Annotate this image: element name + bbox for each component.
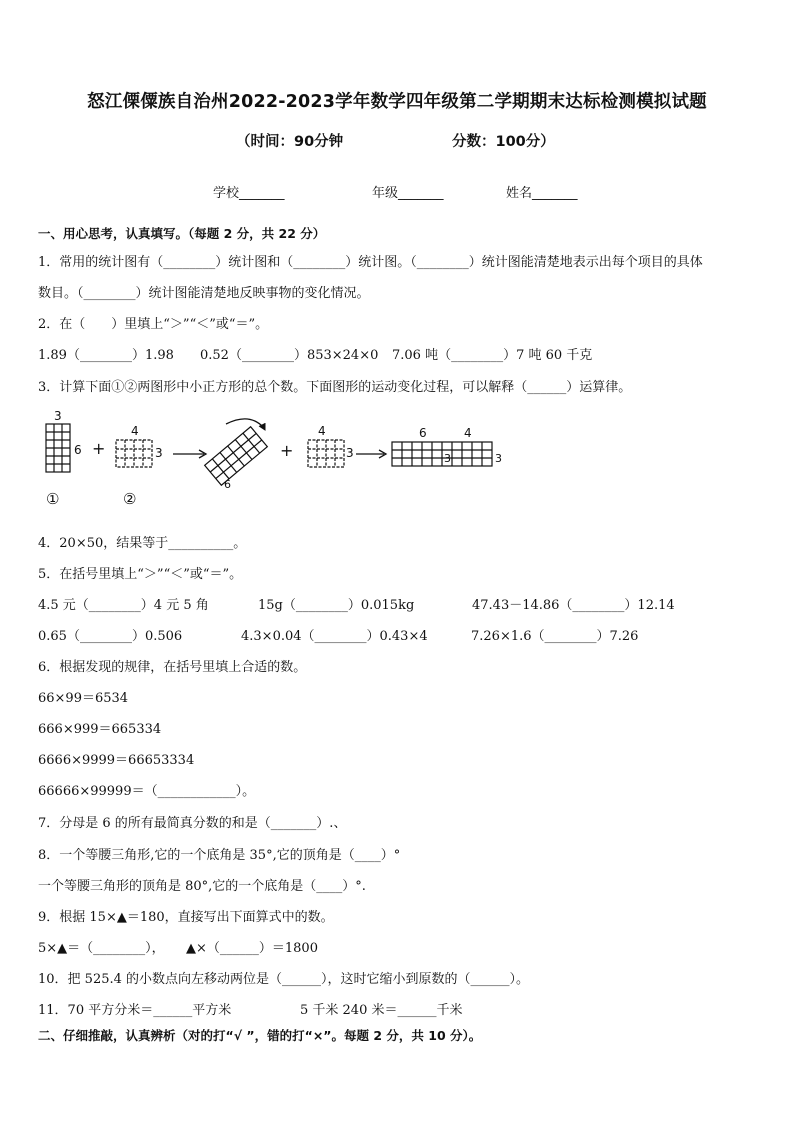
rotated-grid-label: 6 xyxy=(224,478,231,491)
question-5-item-e: 4.3×0.04（________）0.43×4 xyxy=(241,629,428,644)
question-5-item-d: 0.65（________）0.506 xyxy=(38,629,183,644)
combined-grid-label-3a: 3 xyxy=(444,452,451,465)
combined-grid xyxy=(392,442,492,466)
question-11-item-b: 5 千米 240 米＝______千米 xyxy=(300,1003,463,1018)
figure-1-height-label: 6 xyxy=(74,443,82,457)
question-7: 7．分母是 6 的所有最简真分数的和是（_______）.、 xyxy=(38,816,347,831)
question-5: 5．在括号里填上“＞”“＜”或“＝”。 xyxy=(38,567,243,582)
name-field: 姓名_______ xyxy=(506,186,578,201)
question-5-item-b: 15g（________）0.015kg xyxy=(258,598,415,613)
figure-2-height-label: 3 xyxy=(155,446,163,460)
rotated-grid xyxy=(205,427,268,485)
question-6-pattern-3: 6666×9999＝66653334 xyxy=(38,753,195,768)
question-5-item-f: 7.26×1.6（________）7.26 xyxy=(471,629,639,644)
score-label: 分数：100分） xyxy=(452,134,555,150)
question-9-item-b: ▲×（______）＝1800 xyxy=(186,941,318,956)
school-field: 学校_______ xyxy=(213,186,285,201)
question-5-item-c: 47.43－14.86（________）12.14 xyxy=(472,598,675,613)
question-8-line-2: 一个等腰三角形的顶角是 80°,它的一个底角是（____）°. xyxy=(38,879,366,894)
figure-2-copy-height-label: 3 xyxy=(346,446,354,460)
combined-grid-label-3b: 3 xyxy=(495,452,502,465)
question-2: 2．在（ ）里填上“＞”“＜”或“＝”。 xyxy=(38,317,269,332)
question-5-item-a: 4.5 元（________）4 元 5 角 xyxy=(38,598,209,613)
grid-figure-1 xyxy=(46,424,70,472)
question-9: 9．根据 15×▲＝180，直接写出下面算式中的数。 xyxy=(38,910,334,925)
question-2-item-c: 7.06 吨（________）7 吨 60 千克 xyxy=(392,348,593,363)
question-10: 10．把 525.4 的小数点向左移动两位是（______），这时它缩小到原数的（______）。 xyxy=(38,972,530,987)
question-3: 3．计算下面①②两图形中小正方形的总个数。下面图形的运动变化过程，可以解释（______）运算律。 xyxy=(38,380,632,395)
question-2-item-b: 0.52（________）853×24×0 xyxy=(200,348,379,363)
plus-sign-2: + xyxy=(280,441,294,460)
question-1-line-1: 1．常用的统计图有（________）统计图和（________）统计图。（________）统计图能清楚地表示出每个项目的具体 xyxy=(38,255,703,270)
question-11-item-a: 11．70 平方分米＝______平方米 xyxy=(38,1003,232,1018)
section-1-heading: 一、用心思考，认真填写。（每题 2 分，共 22 分） xyxy=(38,226,326,241)
grade-field: 年级_______ xyxy=(372,186,444,201)
exam-title: 怒江傈僳族自治州2022-2023学年数学四年级第二学期期末达标检测模拟试题 xyxy=(87,92,707,112)
combined-grid-label-4: 4 xyxy=(464,426,472,440)
question-6-pattern-1: 66×99＝6534 xyxy=(38,691,129,706)
question-8-line-1: 8．一个等腰三角形,它的一个底角是 35°,它的顶角是（____）° xyxy=(38,848,401,863)
question-4: 4．20×50，结果等于__________。 xyxy=(38,536,247,551)
grid-figure-2-copy xyxy=(308,440,344,467)
question-2-item-a: 1.89（________）1.98 xyxy=(38,348,174,363)
plus-sign: + xyxy=(92,439,106,458)
question-1-line-2: 数目。（________）统计图能清楚地反映事物的变化情况。 xyxy=(38,286,370,301)
question-3-figure xyxy=(36,404,506,514)
figure-2-caption: ② xyxy=(123,490,137,508)
grid-figure-2 xyxy=(116,440,152,467)
question-6: 6．根据发现的规律，在括号里填上合适的数。 xyxy=(38,660,307,675)
question-6-pattern-2: 666×999＝665334 xyxy=(38,722,162,737)
question-6-pattern-4: 66666×99999＝（____________）。 xyxy=(38,784,256,799)
section-2-heading: 二、仔细推敲，认真辨析（对的打“√ ”，错的打“×”。每题 2 分，共 10 分）。 xyxy=(38,1028,482,1043)
figure-1-caption: ① xyxy=(46,490,60,508)
combined-grid-label-6: 6 xyxy=(419,426,427,440)
question-9-item-a: 5×▲＝（________）， xyxy=(38,941,165,956)
figure-2-width-label: 4 xyxy=(131,424,139,438)
figure-1-width-label: 3 xyxy=(54,409,62,423)
time-label: （时间：90分钟 xyxy=(236,134,344,150)
figure-2-copy-width-label: 4 xyxy=(318,424,326,438)
